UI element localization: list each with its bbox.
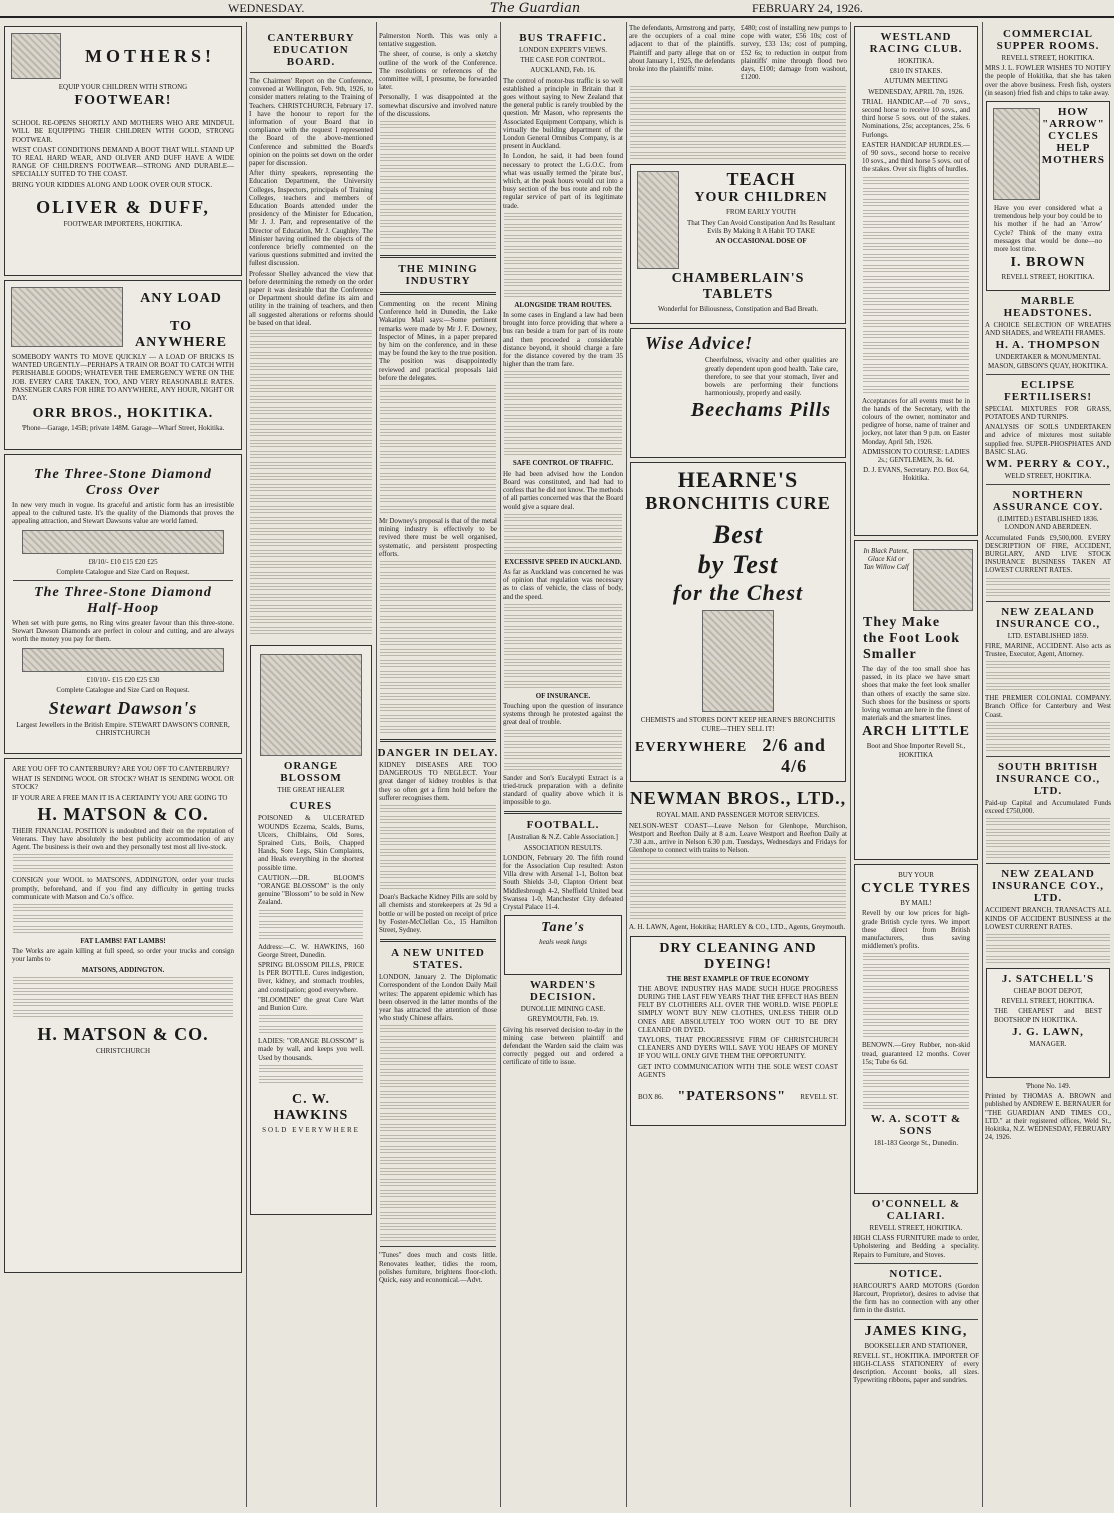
tunes: "Tunes" does much and costs little. Renovates leather, tidies the room, polishes furniture, brightens floor-cloth. Quick, easy and economical.—Advt.	[379, 1251, 497, 1284]
mothers-body2: WEST COAST CONDITIONS DEMAND A BOOT THAT WILL STAND UP TO REAL HARD WEAR, AND OLIVER AND DUFF HAVE A WIDE RANGE OF CHILDREN'S FOOTWEAR—STRONG AND DURABLE—SPECIALLY SUITED TO THE COAST.	[12, 145, 234, 179]
marble-body: A CHOICE SELECTION OF WREATHS AND SHADES, and WREATH FRAMES.	[985, 321, 1111, 338]
best-1: Best	[712, 520, 764, 550]
mine-body: The defendants, Armstrong and party, are the occupiers of a coal mine adjacent to that of the plaintiffs. Plaintiff and party allege that on or about January 1, 1925, the defendants broke into the plaintiffs' mine.	[629, 24, 735, 74]
diamond1-foot: Complete Catalogue and Size Card on Request.	[56, 567, 190, 576]
chamberlain-dose: AN OCCASIONAL DOSE OF	[715, 237, 807, 246]
column-1	[0, 22, 247, 1507]
orr-bros: ORR BROS., HOKITIKA.	[32, 406, 214, 422]
arrow-ad	[986, 101, 1110, 291]
canterbury-body2: After thirty speakers, representing the Education Department, the University Colleges, Inspectors, principals of Training Colleges, teachers and members of Education Boards attended under the presidency of the Minister for Education, Mr J. J. Parr, and representative of the Director of Education, Mr J. Caughley. The Minister having outlined the objects of the conference briefly commented on the various questions submitted and invited the fullest discussion.	[249, 169, 373, 268]
mining-title: THE MINING INDUSTRY	[398, 263, 478, 288]
cures: CURES	[289, 800, 333, 813]
tyres-sub: BY MAIL!	[900, 899, 932, 908]
insurance-title: OF INSURANCE.	[535, 691, 591, 700]
satchell-ad	[986, 968, 1110, 1078]
racing-title: WESTLAND RACING CLUB.	[869, 31, 963, 55]
canterbury-title: CANTERBURY EDUCATION BOARD.	[267, 32, 355, 68]
doan: Doan's Backache Kidney Pills are sold by all chemists and storekeepers at 2s 9d a bottle or will be posted on receipt of price by Foster-McClellan Co., 15 Hamilton Street, Sydney.	[379, 893, 497, 934]
football-src: [Australian & N.Z. Cable Association.]	[508, 833, 618, 842]
james-king: JAMES KING,	[864, 1323, 968, 1339]
load-title1: ANY LOAD	[140, 291, 222, 306]
masthead	[0, 0, 1114, 18]
mothers-body: SCHOOL RE-OPENS SHORTLY AND MOTHERS WHO ARE MINDFUL WILL BE EQUIPPING THEIR CHILDREN WITH GOOD, STRONG FOOTWEAR.	[12, 119, 234, 144]
dry-title: DRY CLEANING AND DYEING!	[659, 940, 817, 972]
states-body: LONDON, January 2. The Diplomatic Correspondent of the London Daily Mail writes: The apparent epidemic which has been observed in the latter months of the year has attracted the attention of those who study Chinese affairs.	[379, 973, 497, 1023]
football-body: LONDON, February 20. The fifth round for the Association Cup resulted: Aston Villa drew with Arsenal 1-1, Bolton beat South Shields 3-0, Clapton Orient beat Middlesbrough 4-2, Sheffield United beat Swansea 1-0, Manchester City defeated Crystal Palace 11-4.	[503, 853, 623, 911]
northern-body: Accumulated Funds £9,500,000. EVERY DESCRIPTION OF FIRE, ACCIDENT, BURGLARY, AND LIVE STOCK INSURANCE BUSINESS TAKEN AT LOWEST CURRENT RATES.	[985, 533, 1111, 575]
arrow-body: Have you ever considered what a tremendous help your boy could be to his mother if he had an 'Arrow' Cycle? Think of the many extra messages that would be done—no more lost time.	[994, 204, 1102, 254]
dawson-sub: Largest Jewellers in the British Empire. STEWART DAWSON'S CORNER, CHRISTCHURCH	[16, 721, 230, 738]
dry-sub: THE BEST EXAMPLE OF TRUE ECONOMY	[666, 974, 810, 983]
hearne-price: 2/6 and 4/6	[762, 734, 826, 776]
truck-illustration	[11, 287, 123, 347]
fat-lambs: FAT LAMBS! FAT LAMBS!	[80, 937, 166, 946]
bus-dateline: AUCKLAND, Feb. 16.	[530, 66, 596, 75]
matson-body: THEIR FINANCIAL POSITION is undoubted and their on the reputation of Veterans. They have absolutely the best publicity accommodation of any Agent. The business is their own and they personally test most all live-stock.	[12, 826, 234, 852]
ladder-illustration	[637, 171, 679, 269]
hawkins-sub: SOLD EVERYWHERE	[262, 1125, 360, 1134]
oliver-sub: FOOTWEAR IMPORTERS, HOKITIKA.	[63, 219, 183, 228]
column-4	[500, 22, 627, 1507]
best-2: by Test	[697, 550, 779, 580]
arrow-title2: "ARROW"	[1042, 118, 1105, 131]
newman-sub: ROYAL MAIL AND PASSENGER MOTOR SERVICES.	[656, 811, 820, 820]
tanes-name: Tane's	[541, 920, 585, 936]
matson-ad	[4, 758, 242, 1273]
column-2	[246, 22, 377, 1507]
diamond1-prices: £8/10/- £10 £15 £20 £25	[88, 557, 158, 566]
imprint: Printed by THOMAS A. BROWN and published by ANDREW E. BERNAUER for "THE GUARDIAN AND TIMES CO., LTD." at their registered offices, Weld St., Hokitika, N.Z. WEDNESDAY, FEBRUARY 24, 1926.	[985, 1092, 1111, 1142]
oconnell: O'CONNELL & CALIARI.	[871, 1198, 961, 1222]
caution: CAUTION.—DR. BLOOM'S "ORANGE BLOSSOM" is the only genuine "Blossom" to be sold in New Zealand.	[258, 873, 364, 907]
lawn-name: J. G. LAWN,	[1012, 1025, 1084, 1038]
tanes-sub: heals weak lungs	[539, 938, 587, 947]
rings-illustration	[22, 530, 224, 554]
chamberlain-ad	[630, 164, 846, 324]
danger-title: DANGER IN DELAY.	[377, 747, 499, 760]
satchell-title: J. SATCHELL'S	[1001, 972, 1095, 985]
racing-secretary: D. J. EVANS, Secretary. P.O. Box 64, Hokitika.	[863, 466, 969, 483]
chamberlain-body: That They Can Avoid Constipation And Its Resultant Evils By Making It A Habit TO TAKE	[686, 218, 836, 235]
thompson-sub: UNDERTAKER & MONUMENTAL MASON, GIBSON'S QUAY, HOKITIKA.	[988, 353, 1108, 370]
hawkins-name: C. W. HAWKINS	[273, 1091, 349, 1123]
stewart-dawson: Stewart Dawson's	[48, 698, 198, 719]
bus-body: The control of motor-bus traffic is so well established a principle in Britain that it goes without saying to New Zealand that the general public is rarely troubled by the question. Mr Mason, who represents the Associated Equipment Company, which is virtually the building department of the London General Omnibus Company, is at present in Auckland.	[503, 76, 623, 151]
wardens-dateline: GREYMOUTH, Feb. 19.	[527, 1015, 599, 1024]
phone: 'Phone No. 149.	[1025, 1081, 1071, 1090]
racing-body3: Acceptances for all events must be in the hands of the Secretary, with the colours of the owner, nominator and pedigree of horse, name of trainer and jockey, not later than 9 p.m. on Easter Monday, April 5th, 1926.	[862, 396, 970, 446]
eclipse-title: ECLIPSE FERTILISERS!	[1003, 378, 1093, 403]
nz-sub: LTD. ESTABLISHED 1859.	[1007, 631, 1089, 640]
orange-blossom-ad	[250, 645, 372, 1215]
nz2-body: ACCIDENT BRANCH. TRANSACTS ALL KINDS OF ACCIDENT BUSINESS at the LOWEST CURRENT RATES.	[985, 906, 1111, 931]
lawn-sub: MANAGER.	[1029, 1039, 1067, 1048]
arrow-title4: HELP	[1056, 142, 1091, 155]
diamond1-body: In new very much in vogue. Its graceful and artistic form has an irresistible appeal to the cultured taste. It's the quality of the Diamonds that proves the appealing attraction, and Stewart Dawsons value are world famed.	[12, 501, 234, 526]
matson-foot: H. MATSON & CO.	[37, 1023, 209, 1044]
satchell-body: THE CHEAPEST and BEST BOOTSHOP IN HOKITIKA.	[994, 1007, 1102, 1024]
load-body: SOMEBODY WANTS TO MOVE QUICKLY — A LOAD OF BRICKS IS WANTED URGENTLY—PERHAPS A TRAIN OR BOAT TO CATCH WITH PERISHABLE GOODS; WHATEVER THE EMERGENCY WE'RE ON THE JOB. EVERY CARE TAKEN, TOO, AND VERY REASONABLE RATES. PASSENGER CARS FOR HIRE TO ANYWHERE, ANY HOUR, NIGHT OR DAY.	[12, 353, 234, 403]
chamberlain-children: YOUR CHILDREN	[694, 190, 828, 206]
arrow-title5: MOTHERS	[1041, 154, 1105, 167]
hearne-foot: CHEMISTS and STORES DON'T KEEP HEARNE'S BRONCHITIS CURE—THEY SELL IT!	[640, 716, 836, 733]
column-6	[850, 22, 983, 1507]
mothers-title: MOTHERS!	[84, 45, 215, 66]
shoe-caption: In Black Patent, Glace Kid or Tan Willow Calf	[863, 547, 909, 572]
dry-cleaning-ad	[630, 936, 846, 1126]
chamberlain-foot: Wonderful for Biliousness, Constipation and Bad Breath.	[657, 305, 819, 314]
best-3: for the Chest	[672, 580, 804, 606]
excessive-body: As far as Auckland was concerned he was of opinion that regulation was necessary as to class of vehicle, the class of body, and the speed.	[503, 567, 623, 601]
patersons-street: REVELL ST.	[800, 1092, 838, 1101]
matson-body2: CONSIGN your WOOL to MATSON'S, ADDINGTON, order your trucks promptly, beforehand, and if you find any difficulty in getting trucks communicate with Matson and Co.'s office.	[12, 876, 234, 901]
safe-body: He had been advised how the London Board was constituted, and had had to confess that he did not know. The methods of all parties concerned was that the Board would give a square deal.	[503, 469, 623, 511]
masthead-date: FEBRUARY 24, 1926.	[752, 1, 863, 15]
scott-address: 181-183 George St., Dunedin.	[873, 1139, 959, 1148]
dry-body: THE ABOVE INDUSTRY HAS MADE SUCH HUGE PROGRESS DURING THE LAST FEW YEARS THAT THE EFFECT HAS BEEN FELT BY CLOTHIERS ALL OVER THE WORLD. WISE PEOPLE SIMPLY WON'T BUY NEW CLOTHES, UNLESS THEIR OLD ONES ARE ABSOLUTELY TOO WORN OUT TO BE DRY CLEANED OR DYED.	[638, 984, 838, 1034]
report: Personally, I was disappointed at the somewhat discursive and involved nature of the discussions.	[379, 93, 497, 118]
racing-body: TRIAL HANDICAP.—of 70 sovs., second horse to receive 10 sovs., and third horse 5 sovs. out of the stakes. Nominations, 25s; acceptances, 25s. 6 Furlongs.	[862, 97, 970, 139]
alongside-body: In some cases in England a law had been brought into force providing that where a bus ran beside a tram for part of its route and then proceeded a considerable distance beyond, it should charge a fare for the distance covered by the tram 35 higher than the tram fare.	[503, 311, 623, 369]
palmerston2: The sheer, of course, is only a sketchy outline of the work of the Conference. The resolutions or references of the committee will, I presume, be forwarded later.	[379, 50, 497, 92]
south-body: Paid-up Capital and Accumulated Funds exceed £750,000.	[985, 798, 1111, 816]
patersons: "PATERSONS"	[677, 1089, 787, 1105]
diamond2-body: When set with pure gems, no Ring wins greater favour than this three-stone. Stewart Dawson Diamonds are perfect in colour and cutting, and are always worth the money you pay for them.	[12, 619, 234, 644]
excessive-title: EXCESSIVE SPEED IN AUCKLAND.	[504, 557, 622, 566]
arch-little-ad	[854, 540, 978, 860]
mining-body2: Mr Downey's proposal is that of the metal mining industry is effectively to be revived there must be well organised, systematic, and persistent prospecting efforts.	[379, 517, 497, 558]
chamberlain-teach: TEACH	[726, 169, 796, 190]
nz2-title: NEW ZEALAND INSURANCE COY., LTD.	[991, 868, 1105, 905]
alongside-title: ALONGSIDE TRAM ROUTES.	[514, 300, 612, 309]
wise-body: Cheerfulness, vivacity and other qualities are greatly dependent upon good health. Take care, therefore, to see that your stomach, liver and bowels are performing their functions harmoniously, properly and easily.	[705, 356, 838, 398]
racing-admission: ADMISSION TO COURSE: LADIES 2s.; GENTLEMEN, 3s. 6d.	[862, 447, 970, 465]
nz-title: NEW ZEALAND INSURANCE CO.,	[995, 605, 1101, 630]
supper-body: MRS J. L. FOWLER WISHES TO NOTIFY the people of Hokitika, that she has taken over the above business. Fresh fish, oysters (in season) fried fish and chips to take away.	[985, 64, 1111, 97]
load-title2: TO ANYWHERE	[134, 319, 227, 350]
scott-ad	[854, 864, 978, 1194]
matson-name: H. MATSON & CO.	[37, 803, 209, 824]
canterbury-body3: Professor Shelley advanced the view that before determining the remedy on the order paper it was desirable that the Conference or Department should define its aim and utility in the training of teachers, and then all suggested alterations or reforms should be based on that ideal.	[249, 269, 373, 327]
mothers-body3: BRING YOUR KIDDIES ALONG AND LOOK OVER OUR STOCK.	[12, 180, 213, 189]
bus-body2: In London, he said, it had been found necessary to protect the L.G.O.C. from what was usually termed the 'pirate bus', which, at the peak hours would cut into a busy section of the bus route and rob the regular service of part of its legitimate trade.	[503, 152, 623, 210]
beechams-ad	[630, 328, 846, 458]
newman-body: NELSON-WEST COAST—Leave Nelson for Glenhope, Murchison, Westport and Reefton Daily at 8 a.m. Leave Westport and Reefton Daily at 7.30 a.m., arrive in Nelson 6.30 p.m. Tuesdays, Wednesdays and Fridays for Glenhope to connect with trains to Nelson.	[629, 821, 847, 855]
states-title: A NEW UNITED STATES.	[391, 947, 485, 972]
blossom-title: ORANGE BLOSSOM	[280, 760, 342, 785]
canterbury-question: ARE YOU OFF TO CANTERBURY? ARE YOU OFF TO CANTERBURY?	[12, 765, 230, 773]
free-man: IF YOUR ARE A FREE MAN IT IS A CERTAINTY YOU ARE GOING TO	[12, 793, 228, 802]
safe-title: SAFE CONTROL OF TRAFFIC.	[512, 459, 614, 468]
racing-meeting: AUTUMN MEETING	[884, 77, 948, 86]
marble-title: MARBLE HEADSTONES.	[1003, 295, 1093, 320]
matson-to: MATSONS, ADDINGTON.	[81, 965, 165, 974]
mine-body2: £480; cost of installing new pumps to cope with water, £56 10s; cost of survey, £33 13s; cost of pumping, £52 6s; to reduction in output from plaintiffs' mine through flood two days, £100; damage from washout, £1200.	[741, 24, 847, 82]
halfhoop-illustration	[22, 648, 224, 672]
satchell-address: REVELL STREET, HOKITIKA.	[1001, 997, 1095, 1006]
dry-box: BOX 86.	[638, 1092, 664, 1101]
figure-illustration	[702, 610, 774, 712]
arrow-title1: HOW	[1057, 106, 1089, 119]
northern-sub: (LIMITED.) ESTABLISHED 1836. LONDON AND ABERDEEN.	[997, 515, 1099, 532]
james-sub: BOOKSELLER AND STATIONER,	[864, 1341, 968, 1350]
benown: BENOWN.—Grey Rubber, non-skid tread, guaranteed 12 months. Cover 15s; Tube 6s 6d.	[862, 1041, 970, 1066]
chamberlain-youth: FROM EARLY YOUTH	[726, 208, 796, 217]
foot-title2: the Foot Look	[863, 631, 960, 646]
hearne-ad	[630, 462, 846, 782]
arch-little: ARCH LITTLE	[862, 724, 970, 740]
diamond2-foot: Complete Catalogue and Size Card on Request.	[56, 685, 190, 694]
brown-sub: REVELL STREET, HOKITIKA.	[1001, 273, 1095, 282]
dry-body3: GET INTO COMMUNICATION WITH THE SOLE WEST COAST AGENTS	[638, 1062, 838, 1079]
foot-body: The day of the too small shoe has passed, in its place we have smart shoes that make the feet look smaller than others of exactly the same size. Such shoes for the business or sports loving woman are here in the finest of materials and the smartest lines.	[862, 665, 970, 723]
nz-body: FIRE, MARINE, ACCIDENT. Also acts as Trustee, Executor, Agent, Attorney.	[985, 641, 1111, 659]
orr-phone: 'Phone—Garage, 145B; private 148M. Garage—Wharf Street, Hokitika.	[21, 424, 225, 433]
stewart-dawson-ad	[4, 454, 242, 754]
cures-body: POISONED & ULCERATED WOUNDS Eczema, Scalds, Burns, Ulcers, Chilblains, Old Sores, Sprained Cuts, Boils, Chapped Hands, Sore Legs, Skin Complaints, and Heals everything in the shortest possible time.	[258, 814, 364, 872]
supper-address: REVELL STREET, HOKITIKA.	[1001, 54, 1095, 62]
beechams: Beechams Pills	[690, 399, 831, 422]
oconnell-sub: REVELL STREET, HOKITIKA.	[869, 1224, 963, 1232]
mothers-sub: EQUIP YOUR CHILDREN WITH STRONG	[58, 83, 188, 91]
wardens-sub: DUNOLLIE MINING CASE.	[520, 1005, 606, 1014]
eclipse-body2: ANALYSIS OF SOILS UNDERTAKEN and advice of mixtures most suitable supplied free. SUPER-PHOSPHATES AND BASIC SLAG.	[985, 423, 1111, 456]
tyres-body: Revell by our low prices for high-grade British cycle tyres. We import these direct from British manufacturers, thus saving middlemen's profits.	[862, 909, 970, 951]
column-7	[982, 22, 1114, 1507]
racing-date: WEDNESDAY, APRIL 7th, 1926.	[868, 87, 964, 96]
notice-body: HARCOURT'S AARD MOTORS (Gordon Harcourt, Proprietor), desires to advise that the firm has no connection with any other firm in the district.	[853, 1281, 979, 1315]
baby-illustration	[11, 33, 61, 79]
masthead-day: WEDNESDAY.	[228, 1, 305, 15]
wardens-title: WARDEN'S DECISION.	[529, 979, 597, 1004]
bus-title: BUS TRAFFIC.	[519, 32, 607, 44]
hawkins-address: Address:—C. W. HAWKINS, 160 George Street, Dunedin.	[258, 942, 364, 959]
matson-city: CHRISTCHURCH	[95, 1046, 151, 1055]
perry-sub: WELD STREET, HOKITIKA.	[1004, 472, 1092, 481]
arrow-title3: CYCLES	[1048, 130, 1099, 143]
northern-title: NORTHERN ASSURANCE COY.	[992, 489, 1104, 514]
tanes-ad	[504, 915, 622, 975]
racing-ad	[854, 26, 978, 536]
everywhere: EVERYWHERE	[635, 739, 748, 755]
newman-foot: A. H. LAWN, Agent, Hokitika; HARLEY & CO., LTD., Agents, Greymouth.	[629, 923, 846, 932]
football-sub: ASSOCIATION RESULTS.	[523, 843, 603, 852]
south-title: SOUTH BRITISH INSURANCE CO., LTD.	[995, 760, 1101, 797]
palmerston: Palmerston North. This was only a tentative suggestion.	[379, 32, 497, 49]
wise-advice: Wise Advice!	[645, 333, 754, 354]
dry-body2: TAYLORS, THAT PROGRESSIVE FIRM OF CHRISTCHURCH CLEANERS AND DYERS WILL SAVE YOU HEAPS OF MONEY IF YOU WILL ONLY GIVE THEM THE OPPORTUNITY.	[638, 1036, 838, 1061]
column-3	[376, 22, 501, 1507]
notice: NOTICE.	[889, 1267, 943, 1280]
nz-body2: THE PREMIER COLONIAL COMPANY. Branch Office for Canterbury and West Coast.	[985, 694, 1111, 719]
racing-stakes: £810 IN STAKES.	[889, 67, 943, 76]
bus-sub2: THE CASE FOR CONTROL.	[520, 56, 606, 65]
canterbury-body: The Chairmen' Report on the Conference, convened at Wellington, Feb. 9th, 1926, to consider matters relating to the Training of Teachers. CHRISTCHURCH, February 17. I have the honour to report for the information of your Board that in compliance with the request I represented the Board of the above-mentioned Conference and submitted the Board's opinion on the points set down on the order paper for discussion.	[249, 77, 373, 168]
tyres-title: BUY YOUR	[898, 871, 934, 879]
thompson-name: H. A. THOMPSON	[995, 339, 1101, 352]
foot-title3: Smaller	[863, 647, 917, 662]
cycle-tyres: CYCLE TYRES	[861, 881, 971, 897]
oconnell-body: HIGH CLASS FURNITURE made to order, Upholstering and Bedding a speciality. Repairs to Furniture, and Stoves.	[853, 1234, 979, 1259]
james-body: REVELL ST., HOKITIKA. IMPORTER OF HIGH-CLASS STATIONERY of every description. Account books, all sizes. Typewriting ribbons, paper and sundries.	[853, 1351, 979, 1385]
masthead-paper: The Guardian	[490, 1, 581, 16]
arch-sub: Boot and Shoe Importer Revell St., HOKITIKA	[866, 742, 966, 759]
hearne-1: HEARNE'S	[677, 467, 799, 493]
orr-bros-ad	[4, 280, 242, 450]
racing-place: HOKITIKA.	[898, 57, 934, 65]
danger-body: KIDNEY DISEASES ARE TOO DANGEROUS TO NEGLECT. Your great danger of kidney troubles is that they so often get a firm hold before the sufferer recognises them.	[379, 761, 497, 802]
diamond1-sub: Cross Over	[85, 483, 161, 498]
spring-pills: SPRING BLOSSOM PILLS, PRICE 1s PER BOTTLE. Cures indigestion, liver, kidney, and stomach troubles, and constipation; good everywhere.	[258, 960, 364, 994]
satchell-sub: CHEAP BOOT DEPOT,	[1013, 986, 1083, 995]
blossom-illustration	[260, 654, 362, 756]
blossom-sub: THE GREAT HEALER	[277, 786, 345, 795]
diamond2-title: The Three-Stone Diamond	[34, 585, 212, 601]
wardens-body: Giving his reserved decision to-day in the mining case between plaintiff and defendant the Warden said the claim was correctly pegged out and ordered a certificate of title to issue.	[503, 1025, 623, 1067]
oliver-duff: OLIVER & DUFF,	[36, 196, 210, 217]
insurance-body: Touching upon the question of insurance systems through he protested against the great deal of trouble.	[503, 701, 623, 727]
mining-body: Commenting on the recent Mining Conference held in Dunedin, the Lake Wakatipu Mail says:—Some pertinent remarks were made by Mr J. F. Downey, Inspector of Mines, in a paper prepared by him on the conference, and in these may be found the key to the true position. The position was disappointedly reviewed and practical proposals laid before the delegates.	[379, 300, 497, 382]
bloomine: "BLOOMINE" the great Cure Wart and Bunion Cure.	[258, 995, 364, 1012]
diamond2-sub: Half-Hoop	[87, 601, 159, 617]
eclipse-body: SPECIAL MIXTURES FOR GRASS, POTATOES AND TURNIPS.	[985, 404, 1111, 422]
racing-body2: EASTER HANDICAP HURDLES.—of 90 sovs., second horse to receive 10 sovs., and third horse 5 sovs. out of the stakes. Over six flights of hurdles.	[862, 140, 970, 174]
foot-title1: They Make	[863, 615, 941, 630]
cyclist-illustration	[993, 108, 1040, 200]
diamond2-prices: £10/10/- £15 £20 £25 £30	[86, 675, 160, 684]
perry-name: WM. PERRY & COY.,	[985, 458, 1111, 471]
diamond1-title: The Three-Stone Diamond	[34, 467, 212, 482]
shoe-illustration	[913, 549, 973, 611]
football-title: FOOTBALL.	[526, 819, 600, 832]
scott-name: W. A. SCOTT & SONS	[870, 1113, 962, 1138]
mothers-ad	[4, 26, 242, 276]
brown-name: I. BROWN	[1010, 255, 1086, 271]
hearne-2: BRONCHITIS CURE	[645, 493, 831, 514]
wool-question: WHAT IS SENDING WOOL OR STOCK? WHAT IS SENDING WOOL OR STOCK?	[12, 775, 234, 792]
chamberlain-name: CHAMBERLAIN'S TABLETS	[671, 271, 805, 303]
newman-bros: NEWMAN BROS., LTD.,	[629, 788, 847, 809]
matson-body3: The Works are again killing at full speed, so order your trucks and consign your lambs to	[12, 947, 234, 964]
column-5	[626, 22, 851, 1507]
ladies: LADIES: "ORANGE BLOSSOM" is made by wall, and keeps you well. Used by thousands.	[258, 1037, 364, 1062]
sander: Sander and Son's Eucalypti Extract is a tried-truck preparation with a definite standard of quality above which it is impossible to go.	[503, 773, 623, 807]
bus-sub: LONDON EXPERT'S VIEWS.	[518, 46, 608, 54]
mothers-footwear: FOOTWEAR!	[74, 93, 172, 109]
supper-title: COMMERCIAL SUPPER ROOMS.	[996, 28, 1100, 52]
